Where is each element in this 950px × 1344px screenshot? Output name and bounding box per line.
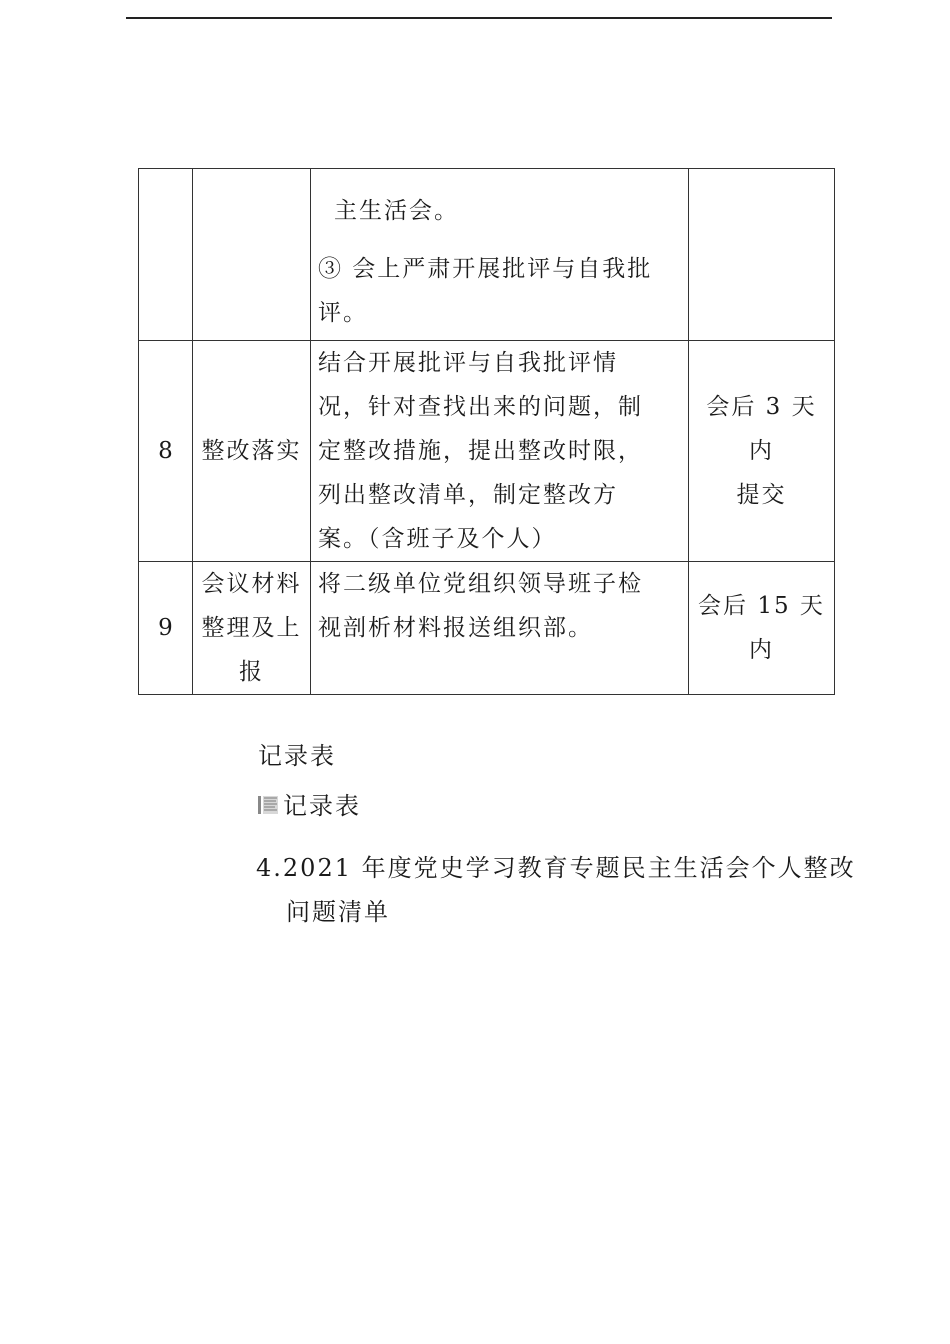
table-row: [139, 341, 835, 562]
item-line: 报: [239, 659, 264, 685]
row-item: [193, 341, 311, 562]
row-item: [193, 562, 311, 695]
row-item: [193, 169, 311, 341]
record-table-label: 记录表: [283, 792, 361, 820]
content-line: 况，针对查找出来的问题，制: [318, 394, 643, 420]
row-time: [689, 341, 835, 562]
record-table-attachment[interactable]: [257, 786, 361, 821]
table-row: [139, 169, 835, 341]
row-content: [311, 562, 689, 695]
schedule-table: [138, 168, 835, 695]
row-number: 9: [139, 562, 193, 695]
content-line: 列出整改清单，制定整改方: [318, 482, 618, 508]
content-line: 视剖析材料报送组织部。: [318, 615, 593, 641]
time-line: 会后 15 天: [698, 593, 825, 619]
row-number: 8: [139, 341, 193, 562]
row-time: [689, 562, 835, 695]
row-number: [139, 169, 193, 341]
heading-line: 4.2021 年度党史学习教育专题民主生活会个人整改: [256, 854, 856, 882]
heading-line: 问题清单: [286, 898, 390, 926]
time-line: 提交: [736, 482, 787, 508]
content-line: ③ 会上严肃开展批评与自我批: [318, 256, 653, 282]
section-heading: [256, 846, 856, 934]
content-line: 将二级单位党组织领导班子检: [318, 571, 643, 597]
time-line: 会后 3 天内: [706, 394, 817, 464]
content-line: 评。: [318, 300, 368, 326]
content-line: 主生活会。: [334, 198, 459, 224]
item-line: 会议材料: [201, 571, 302, 597]
row-content: [311, 341, 689, 562]
table-row: [139, 562, 835, 695]
row-content: [311, 169, 689, 341]
item-line: 整理及上: [201, 615, 302, 641]
header-rule: [126, 17, 832, 19]
time-line: 内: [749, 637, 774, 663]
record-table-link[interactable]: 记录表: [258, 742, 336, 770]
item-line: 整改落实: [201, 438, 302, 464]
row-time: [689, 169, 835, 341]
content-line: 案。（含班子及个人）: [318, 526, 557, 552]
content-line: 定整改措施，提出整改时限，: [318, 438, 643, 464]
small-document-icon: [257, 793, 279, 817]
content-line: 结合开展批评与自我批评情: [318, 350, 618, 376]
